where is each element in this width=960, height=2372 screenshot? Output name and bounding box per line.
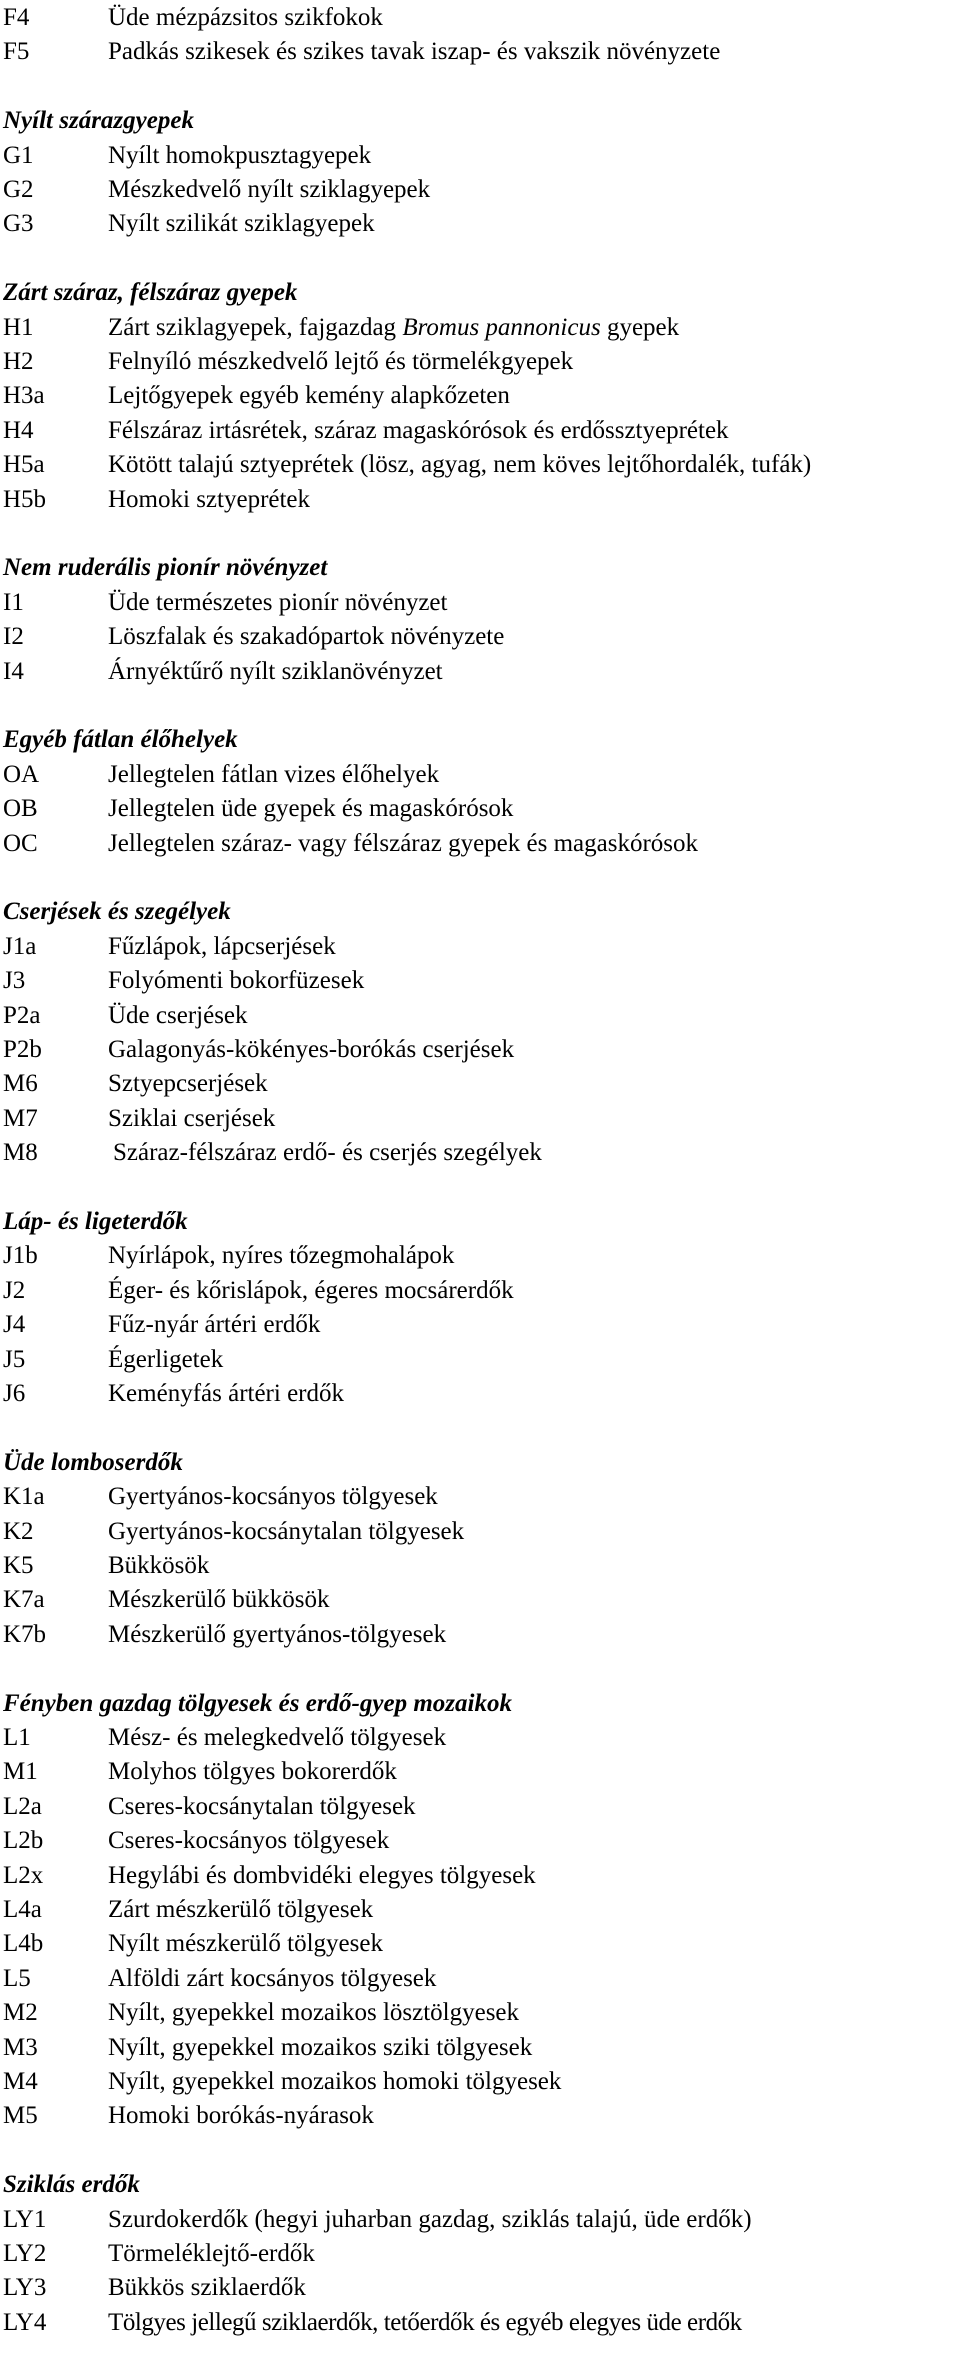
section-heading: Nyílt szárazgyepek bbox=[3, 107, 194, 134]
habitat-code: H3a bbox=[3, 382, 45, 409]
habitat-code: M5 bbox=[3, 2102, 38, 2129]
habitat-description: Mészkerülő gyertyános-tölgyesek bbox=[108, 1621, 447, 1648]
habitat-code: M1 bbox=[3, 1758, 38, 1785]
species-name: Bromus pannonicus bbox=[402, 314, 601, 341]
habitat-code: I2 bbox=[3, 623, 24, 650]
habitat-code: M2 bbox=[3, 1999, 38, 2026]
section-heading: Fényben gazdag tölgyesek és erdő-gyep mozaikok bbox=[3, 1690, 512, 1717]
habitat-description: Árnyéktűrő nyílt sziklanövényzet bbox=[108, 658, 443, 685]
habitat-description: Alföldi zárt kocsányos tölgyesek bbox=[108, 1965, 437, 1992]
habitat-description: Száraz-félszáraz erdő- és cserjés szegélyek bbox=[113, 1139, 542, 1166]
habitat-description: Nyílt szilikát sziklagyepek bbox=[108, 210, 375, 237]
habitat-description: Nyílt homokpusztagyepek bbox=[108, 142, 372, 169]
habitat-code: L2a bbox=[3, 1793, 42, 1820]
habitat-description: Gyertyános-kocsánytalan tölgyesek bbox=[108, 1518, 465, 1545]
habitat-code: J5 bbox=[3, 1346, 26, 1373]
habitat-code: M3 bbox=[3, 2034, 38, 2061]
habitat-description-text: Zárt sziklagyepek, fajgazdag bbox=[108, 314, 403, 341]
habitat-code: K5 bbox=[3, 1552, 34, 1579]
habitat-description: Molyhos tölgyes bokorerdők bbox=[108, 1758, 397, 1785]
habitat-description: Bükkösök bbox=[108, 1552, 210, 1579]
habitat-description: Keményfás ártéri erdők bbox=[108, 1380, 344, 1407]
habitat-code: J2 bbox=[3, 1277, 26, 1304]
habitat-code: J1b bbox=[3, 1242, 38, 1269]
habitat-description: Nyílt mészkerülő tölgyesek bbox=[108, 1930, 383, 1957]
habitat-description: Nyílt, gyepekkel mozaikos sziki tölgyesek bbox=[108, 2034, 533, 2061]
habitat-code: F5 bbox=[3, 38, 30, 65]
habitat-code: M7 bbox=[3, 1105, 38, 1132]
habitat-description: Padkás szikesek és szikes tavak iszap- és vakszik növényzete bbox=[108, 38, 721, 65]
habitat-description: Bükkös sziklaerdők bbox=[108, 2274, 306, 2301]
habitat-description: Löszfalak és szakadópartok növényzete bbox=[108, 623, 505, 650]
section-heading: Cserjések és szegélyek bbox=[3, 898, 231, 925]
habitat-description: Jellegtelen üde gyepek és magaskórósok bbox=[108, 795, 514, 822]
habitat-code: LY3 bbox=[3, 2274, 47, 2301]
habitat-code: K1a bbox=[3, 1483, 45, 1510]
habitat-description: Felnyíló mészkedvelő lejtő és törmelékgyepek bbox=[108, 348, 574, 375]
habitat-description: Fűz-nyár ártéri erdők bbox=[108, 1311, 321, 1338]
habitat-code: M8 bbox=[3, 1139, 38, 1166]
habitat-description: Üde mézpázsitos szikfokok bbox=[108, 4, 383, 31]
habitat-description: Sztyepcserjések bbox=[108, 1070, 268, 1097]
habitat-code: I4 bbox=[3, 658, 24, 685]
habitat-code: H1 bbox=[3, 314, 34, 341]
habitat-description: Sziklai cserjések bbox=[108, 1105, 276, 1132]
habitat-description-suffix: gyepek bbox=[600, 314, 680, 341]
habitat-code: L1 bbox=[3, 1724, 31, 1751]
habitat-code: L5 bbox=[3, 1965, 31, 1992]
habitat-code: F4 bbox=[3, 4, 30, 31]
habitat-code: K7a bbox=[3, 1586, 45, 1613]
habitat-code: OB bbox=[3, 795, 38, 822]
habitat-description: Mész- és melegkedvelő tölgyesek bbox=[108, 1724, 447, 1751]
habitat-code: OC bbox=[3, 830, 38, 857]
habitat-description: Homoki sztyeprétek bbox=[108, 486, 311, 513]
habitat-description: Nyírlápok, nyíres tőzegmohalápok bbox=[108, 1242, 455, 1269]
habitat-description: Égerligetek bbox=[108, 1346, 224, 1373]
habitat-description: Éger- és kőrislápok, égeres mocsárerdők bbox=[108, 1277, 514, 1304]
habitat-code: H4 bbox=[3, 417, 34, 444]
habitat-code: H2 bbox=[3, 348, 34, 375]
habitat-description: Nyílt, gyepekkel mozaikos homoki tölgyesek bbox=[108, 2068, 562, 2095]
habitat-code: J1a bbox=[3, 933, 37, 960]
habitat-description: Fűzlápok, lápcserjések bbox=[108, 933, 336, 960]
habitat-code: J3 bbox=[3, 967, 26, 994]
habitat-description: Folyómenti bokorfüzesek bbox=[108, 967, 365, 994]
habitat-description: Nyílt, gyepekkel mozaikos lösztölgyesek bbox=[108, 1999, 520, 2026]
habitat-code: M6 bbox=[3, 1070, 38, 1097]
habitat-description: Gyertyános-kocsányos tölgyesek bbox=[108, 1483, 438, 1510]
habitat-code: L2b bbox=[3, 1827, 44, 1854]
habitat-code: G2 bbox=[3, 176, 34, 203]
section-heading: Zárt száraz, félszáraz gyepek bbox=[3, 279, 298, 306]
habitat-description: Lejtőgyepek egyéb kemény alapkőzeten bbox=[108, 382, 510, 409]
habitat-code: P2b bbox=[3, 1036, 42, 1063]
habitat-code: M4 bbox=[3, 2068, 38, 2095]
habitat-description: Kötött talajú sztyeprétek (lösz, agyag, nem köves lejtőhordalék, tufák) bbox=[108, 451, 812, 478]
section-heading: Sziklás erdők bbox=[3, 2171, 140, 2198]
habitat-description: Törmeléklejtő-erdők bbox=[108, 2240, 315, 2267]
habitat-description: Zárt mészkerülő tölgyesek bbox=[108, 1896, 374, 1923]
habitat-code: G1 bbox=[3, 142, 34, 169]
habitat-code: H5a bbox=[3, 451, 45, 478]
habitat-description: Jellegtelen száraz- vagy félszáraz gyepek és magaskórósok bbox=[108, 830, 699, 857]
habitat-code: G3 bbox=[3, 210, 34, 237]
habitat-code: K7b bbox=[3, 1621, 47, 1648]
habitat-description: Jellegtelen fátlan vizes élőhelyek bbox=[108, 761, 440, 788]
habitat-code: K2 bbox=[3, 1518, 34, 1545]
habitat-description: Üde természetes pionír növényzet bbox=[108, 589, 448, 616]
habitat-description: Mészkedvelő nyílt sziklagyepek bbox=[108, 176, 431, 203]
habitat-description: Félszáraz irtásrétek, száraz magaskórósok és erdőssztyeprétek bbox=[108, 417, 729, 444]
habitat-description: Szurdokerdők (hegyi juharban gazdag, sziklás talajú, üde erdők) bbox=[108, 2206, 752, 2233]
habitat-code: LY2 bbox=[3, 2240, 47, 2267]
habitat-description: Tölgyes jellegű sziklaerdők, tetőerdők és egyéb elegyes üde erdők bbox=[108, 2309, 742, 2336]
habitat-description: Hegylábi és dombvidéki elegyes tölgyesek bbox=[108, 1862, 536, 1889]
habitat-code: P2a bbox=[3, 1002, 41, 1029]
habitat-description bbox=[108, 311, 679, 345]
habitat-code: L4a bbox=[3, 1896, 42, 1923]
section-heading: Üde lomboserdők bbox=[3, 1449, 183, 1476]
habitat-description: Cseres-kocsányos tölgyesek bbox=[108, 1827, 390, 1854]
habitat-code: H5b bbox=[3, 486, 47, 513]
habitat-code: L4b bbox=[3, 1930, 44, 1957]
habitat-code: OA bbox=[3, 761, 40, 788]
habitat-code: LY4 bbox=[3, 2309, 47, 2336]
habitat-description: Mészkerülő bükkösök bbox=[108, 1586, 330, 1613]
habitat-code: LY1 bbox=[3, 2206, 47, 2233]
habitat-description: Üde cserjések bbox=[108, 1002, 248, 1029]
section-heading: Láp- és ligeterdők bbox=[3, 1208, 188, 1235]
habitat-description: Galagonyás-kökényes-borókás cserjések bbox=[108, 1036, 515, 1063]
habitat-code: I1 bbox=[3, 589, 24, 616]
habitat-code: J6 bbox=[3, 1380, 26, 1407]
section-heading: Nem ruderális pionír növényzet bbox=[3, 554, 328, 581]
habitat-description: Cseres-kocsánytalan tölgyesek bbox=[108, 1793, 416, 1820]
habitat-description: Homoki borókás-nyárasok bbox=[108, 2102, 374, 2129]
habitat-code: L2x bbox=[3, 1862, 44, 1889]
habitat-code: J4 bbox=[3, 1311, 26, 1338]
section-heading: Egyéb fátlan élőhelyek bbox=[3, 726, 238, 753]
